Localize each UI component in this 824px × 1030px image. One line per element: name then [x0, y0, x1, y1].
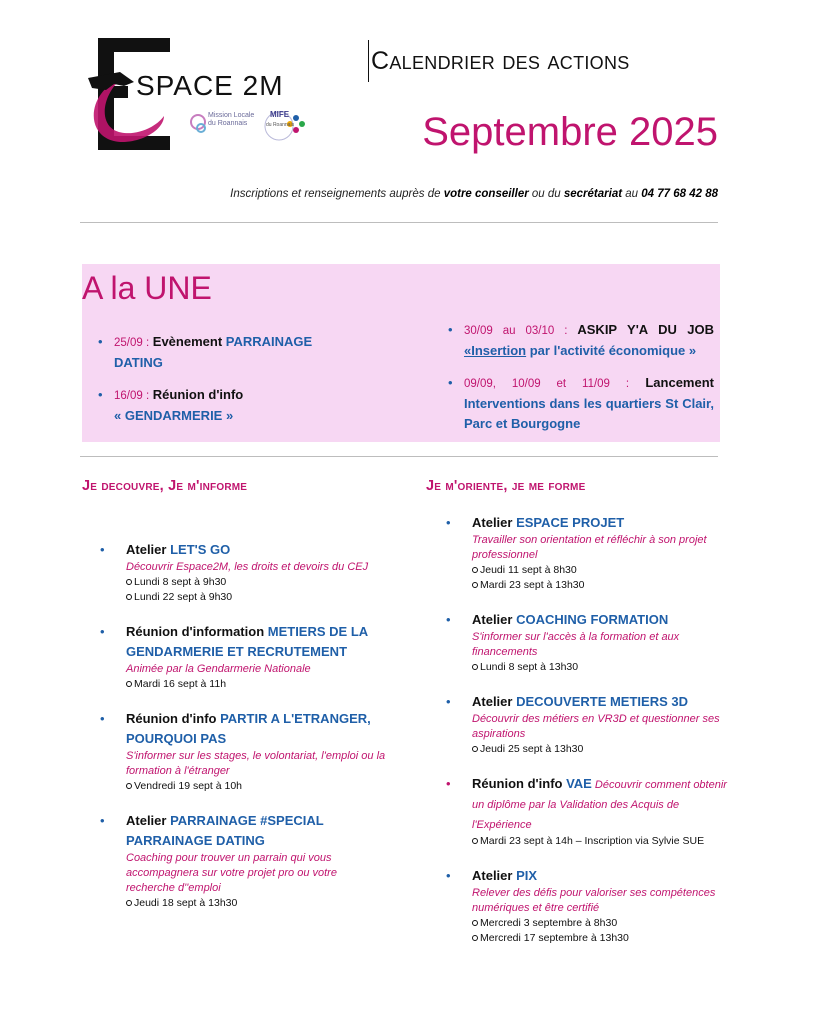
une-item-highlight: « GENDARMERIE »: [114, 408, 234, 423]
activity-title: Atelier COACHING FORMATION: [472, 612, 669, 627]
contact-line: [150, 188, 718, 200]
activity-item: [446, 866, 734, 946]
bullet-icon: •: [446, 515, 451, 530]
une-item-highlight-link[interactable]: «Insertion: [464, 343, 527, 358]
logo-mission-locale: Mission Locale du Roannais: [208, 112, 255, 127]
une-item-date: 09/09, 10/09 et 11/09 :: [464, 378, 630, 390]
logo-mife: MIFE: [270, 110, 290, 119]
activity-title: Atelier PIX: [472, 868, 538, 883]
activity-date: Lundi 8 sept à 13h30: [472, 660, 734, 675]
logo-mife-sub: du Roannais: [266, 122, 295, 128]
contact-conseiller: votre conseiller: [443, 188, 529, 200]
une-item-label: Lancement: [629, 375, 714, 390]
une-item-label: Evènement: [149, 334, 226, 349]
bullet-icon: •: [100, 624, 105, 639]
activity-item: [100, 540, 386, 605]
bullet-icon: •: [446, 694, 451, 709]
une-item-highlight: PARRAINAGE DATING: [114, 334, 313, 370]
contact-phone: 04 77 68 42 88: [641, 188, 718, 200]
une-item-date: 30/09 au 03/10 :: [464, 325, 568, 337]
activity-item: [446, 610, 734, 675]
une-item-highlight: Interventions dans les quartiers St Clair, Parc et Bourgogne: [464, 396, 714, 431]
bullet-icon: •: [100, 711, 105, 726]
une-item-date: 25/09 :: [114, 337, 150, 349]
activity-description: Découvrir des métiers en VR3D et questionner ses aspirations: [472, 713, 720, 740]
espace2m-logo: [84, 38, 320, 150]
section-title-decouvre: Je decouvre, Je m'informe: [82, 478, 248, 494]
bullet-icon: •: [446, 868, 451, 883]
une-item-date: 16/09 :: [114, 390, 150, 402]
activity-date: Lundi 8 sept à 9h30: [126, 575, 386, 590]
activity-item: [446, 513, 734, 593]
une-title: A la UNE: [82, 270, 212, 306]
activity-title: Réunion d'info VAE Découvrir comment obtenir un diplôme par la Validation des Acquis de l'Expérience: [472, 776, 727, 831]
une-item-label: Réunion d'info: [149, 387, 244, 402]
divider-mid: [80, 456, 718, 457]
activity-item: [100, 811, 386, 911]
activity-date: Jeudi 11 sept à 8h30: [472, 563, 734, 578]
contact-secretariat: secrétariat: [563, 188, 623, 200]
activity-description: Animée par la Gendarmerie Nationale: [126, 663, 311, 675]
activity-item: [446, 692, 734, 757]
month-title: Septembre 2025: [422, 110, 718, 154]
activity-description: Travailler son orientation et réfléchir à son projet professionnel: [472, 534, 707, 561]
bullet-icon: •: [100, 542, 105, 557]
activity-date: Jeudi 18 sept à 13h30: [126, 896, 386, 911]
activity-date: Jeudi 25 sept à 13h30: [472, 742, 734, 757]
activity-title: Atelier PARRAINAGE #SPECIAL PARRAINAGE DATING: [126, 813, 324, 848]
bullet-icon: •: [446, 612, 451, 627]
activity-description: Relever des défis pour valoriser ses compétences numériques et être certifié: [472, 887, 716, 914]
activity-item: [100, 709, 386, 794]
activity-description: Découvrir comment obtenir un diplôme par la Validation des Acquis de l'Expérience: [472, 779, 727, 831]
une-left-column: [96, 332, 346, 438]
activity-title: Atelier LET'S GO: [126, 542, 231, 557]
section-title-oriente: Je m'oriente, je me forme: [426, 478, 586, 494]
calendar-title: [368, 40, 630, 82]
left-activities-column: [100, 540, 386, 928]
contact-prefix: Inscriptions et renseignements auprès de: [230, 188, 444, 200]
logo-text: SPACE 2M: [136, 70, 284, 101]
activity-date: Mercredi 3 septembre à 8h30: [472, 916, 734, 931]
une-item-highlight: par l'activité économique »: [526, 343, 697, 358]
activity-description: S'informer sur l'accès à la formation et aux financements: [472, 631, 680, 658]
une-box: [82, 264, 720, 442]
activity-date: Mardi 16 sept à 11h: [126, 677, 386, 692]
activity-item: [100, 622, 386, 692]
activity-title: Réunion d'info PARTIR A L'ETRANGER, POURQUOI PAS: [126, 711, 371, 746]
une-item: [96, 385, 346, 426]
activity-description: Coaching pour trouver un parrain qui vous accompagnera sur votre projet pro ou votre recherche d''emploi: [126, 852, 337, 894]
une-item: [446, 320, 714, 361]
bullet-icon: •: [446, 776, 451, 791]
calendar-title-text: Calendrier des actions: [371, 46, 630, 75]
activity-description: Découvrir Espace2M, les droits et devoirs du CEJ: [126, 561, 369, 573]
contact-mid: ou du: [528, 188, 564, 200]
activity-date: Mercredi 17 septembre à 13h30: [472, 931, 734, 946]
activity-date: Lundi 22 sept à 9h30: [126, 590, 386, 605]
activity-description: S'informer sur les stages, le volontariat, l'emploi ou la formation à l'étranger: [126, 750, 386, 777]
activity-title: Réunion d'information METIERS DE LA GENDARMERIE ET RECRUTEMENT: [126, 624, 368, 659]
right-activities-column: [446, 513, 734, 963]
activity-date: Vendredi 19 sept à 10h: [126, 779, 386, 794]
bullet-icon: •: [100, 813, 105, 828]
une-item: [96, 332, 346, 373]
activity-title: Atelier ESPACE PROJET: [472, 515, 625, 530]
activity-date: Mardi 23 sept à 13h30: [472, 578, 734, 593]
une-item-label: ASKIP Y'A DU JOB: [567, 322, 714, 337]
contact-au: au: [622, 188, 642, 200]
une-item: [446, 373, 714, 434]
activity-title: Atelier DECOUVERTE METIERS 3D: [472, 694, 688, 709]
une-right-column: [446, 320, 714, 446]
activity-date: Mardi 23 sept à 14h – Inscription via Sylvie SUE: [472, 834, 734, 849]
activity-item: [446, 774, 734, 849]
divider-top: [80, 222, 718, 223]
